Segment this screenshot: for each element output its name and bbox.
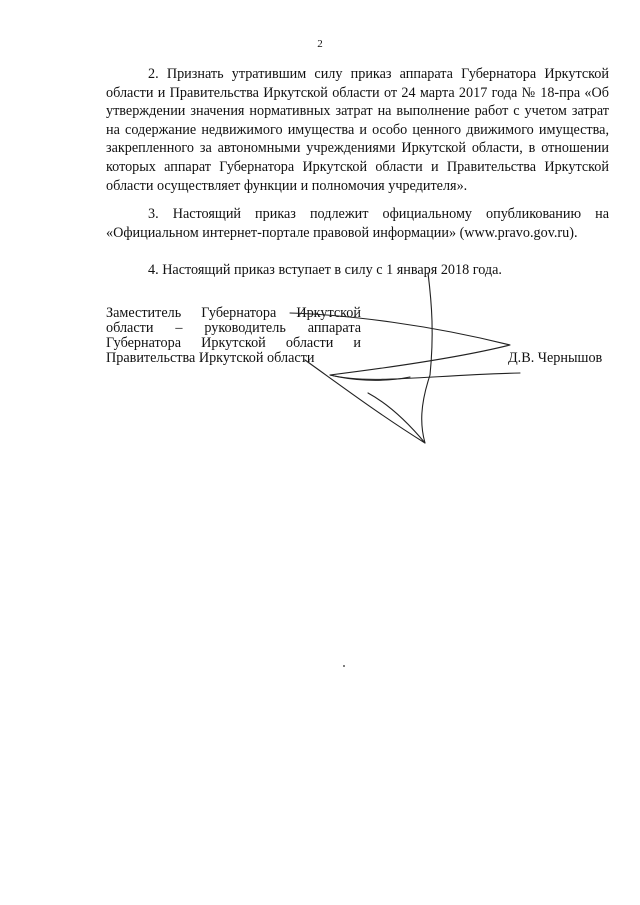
paragraph-4: 4. Настоящий приказ вступает в силу с 1 января 2018 года.: [148, 262, 502, 278]
paragraph-2: 2. Признать утратившим силу приказ аппарата Губернатора Иркутской области и Правительства Иркутской области от 24 марта 2017 года № 18-пра «Об утверждении значения нормативных затрат на выполнение работ с учетом затрат на содержание недвижимого имущества и особо ценного движимого имущества, закрепленного за автономными учреждениями Иркутской области, в отношении которых аппарат Губернатора Иркутской области и Правительства Иркутской области осуществляет функции и полномочия учредителя».: [106, 66, 609, 194]
scan-dot: [343, 665, 345, 667]
handwritten-signature: [270, 265, 530, 465]
signatory-position-line: области – руководитель аппарата: [106, 320, 361, 336]
signatory-name: Д.В. Чернышов: [508, 350, 603, 366]
paragraph-3: 3. Настоящий приказ подлежит официальному опубликованию на «Официальном интернет-портале правовой информации» (www.pravo.gov.ru).: [106, 206, 609, 241]
signatory-position-line: Правительства Иркутской области: [106, 350, 315, 366]
signatory-position-line: Заместитель Губернатора Иркутской: [106, 305, 361, 321]
page-number: 2: [317, 38, 323, 50]
signatory-position-line: Губернатора Иркутской области и: [106, 335, 361, 351]
